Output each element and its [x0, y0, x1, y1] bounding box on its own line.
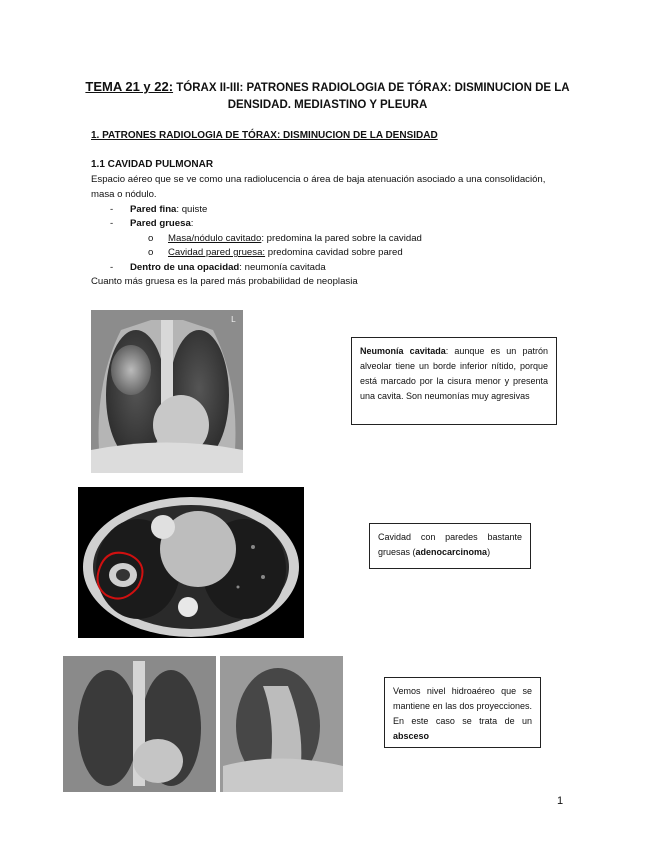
- section-heading: 1. PATRONES RADIOLOGIA DE TÓRAX: DISMINUCION DE LA DENSIDAD: [91, 130, 438, 141]
- callout-adenocarcinoma: Cavidad con paredes bastante gruesas (adenocarcinoma): [369, 523, 531, 569]
- title-tema: TEMA 21 y 22:: [85, 79, 174, 94]
- callout-neumonia: Neumonía cavitada: aunque es un patrón alveolar tiene un borde inferior nítido, porque está marcado por la cisura menor y presenta una cavita. Son neumonías muy agresivas: [351, 337, 557, 425]
- subsection-heading: 1.1 CAVIDAD PULMONAR: [91, 159, 214, 170]
- conclusion-text: Cuanto más gruesa es la pared más probabilidad de neoplasia: [91, 276, 358, 287]
- title-rest: TÓRAX II-III: PATRONES RADIOLOGIA DE TÓRAX: DISMINUCION DE LA DENSIDAD. MEDIASTINO Y PLEURA: [173, 82, 570, 111]
- sub-list-item: o Masa/nódulo cavitado: predomina la pared sobre la cavidad: [148, 233, 422, 244]
- sub-list-item: o Cavidad pared gruesa: predomina cavidad sobre pared: [148, 247, 403, 258]
- chest-ct-image: [78, 487, 304, 638]
- intro-paragraph: Espacio aéreo que se ve como una radiolucencia o área de baja atenuación asociado a una consolidación, masa o nódulo.: [91, 174, 546, 200]
- callout-absceso: Vemos nivel hidroaéreo que se mantiene en las dos proyecciones. En este caso se trata de un absceso: [384, 677, 541, 748]
- svg-text:L: L: [231, 315, 236, 324]
- list-item: - Dentro de una opacidad: neumonía cavitada: [110, 262, 326, 273]
- chest-xray-pair-image: [63, 656, 343, 792]
- list-item: - Pared fina: quiste: [110, 204, 208, 215]
- document-title: [70, 78, 585, 114]
- chest-xray-image: [91, 310, 243, 473]
- list-item: - Pared gruesa:: [110, 218, 194, 229]
- page-number: 1: [557, 795, 564, 807]
